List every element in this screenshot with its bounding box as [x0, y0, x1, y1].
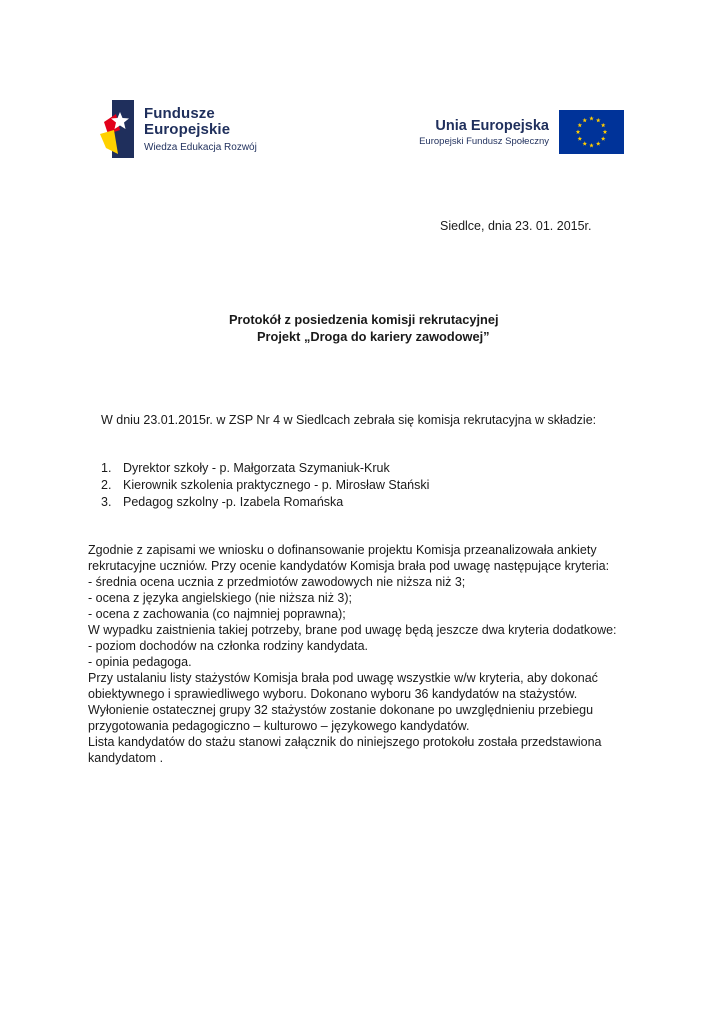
fe-logo-tagline: Wiedza Edukacja Rozwój	[144, 142, 257, 153]
body-line: kandydatom .	[88, 751, 164, 765]
list-item-number: 3.	[101, 495, 112, 509]
list-item-text: Dyrektor szkoły - p. Małgorzata Szymaniuk-Kruk	[123, 461, 390, 475]
list-item-text: Kierownik szkolenia praktycznego - p. Mirosław Stański	[123, 478, 430, 492]
list-item-number: 1.	[101, 461, 112, 475]
list-item	[101, 494, 429, 511]
body-paragraph	[88, 542, 648, 766]
body-line: obiektywnego i sprawiedliwego wyboru. Dokonano wyboru 36 kandydatów na stażystów.	[88, 687, 578, 701]
body-line: - ocena z zachowania (co najmniej poprawna);	[88, 607, 346, 621]
fe-logo-line1: Fundusze	[144, 105, 215, 122]
body-line: rekrutacyjne uczniów. Przy ocenie kandydatów Komisja brała pod uwagę następujące kryteria:	[88, 559, 610, 573]
unia-europejska-text	[404, 118, 549, 148]
fundusze-europejskie-mark-icon	[100, 100, 134, 158]
body-line: - opinia pedagoga.	[88, 655, 192, 669]
list-item	[101, 477, 429, 494]
intro-paragraph: W dniu 23.01.2015r. w ZSP Nr 4 w Siedlcach zebrała się komisja rekrutacyjna w składzie:	[101, 413, 597, 427]
body-line: Lista kandydatów do stażu stanowi załącznik do niniejszego protokołu została przedstawiona	[88, 735, 602, 749]
body-line: przygotowania pedagogiczno – kulturowo – językowego kandydatów.	[88, 719, 470, 733]
body-line: - średnia ocena ucznia z przedmiotów zawodowych nie niższa niż 3;	[88, 575, 466, 589]
body-line: Zgodnie z zapisami we wniosku o dofinansowanie projektu Komisja przeanalizowała ankiety	[88, 543, 597, 557]
list-item-text: Pedagog szkolny -p. Izabela Romańska	[123, 495, 344, 509]
committee-members-list	[101, 460, 429, 511]
eu-flag-icon	[559, 110, 624, 154]
list-item-number: 2.	[101, 478, 112, 492]
list-item	[101, 460, 429, 477]
ue-logo-name: Unia Europejska	[435, 118, 549, 134]
unia-europejska-logo	[404, 108, 626, 156]
ue-logo-fund: Europejski Fundusz Społeczny	[419, 136, 549, 147]
fundusze-europejskie-logo	[100, 100, 270, 160]
fundusze-europejskie-text	[144, 106, 257, 155]
document-title-line2: Projekt „Droga do kariery zawodowej”	[257, 329, 490, 344]
body-line: - poziom dochodów na członka rodziny kandydata.	[88, 639, 369, 653]
document-title-line1: Protokół z posiedzenia komisji rekrutacyjnej	[229, 312, 499, 327]
body-line: Przy ustalaniu listy stażystów Komisja brała pod uwagę wszystkie w/w kryteria, aby dokonać	[88, 671, 598, 685]
place-date: Siedlce, dnia 23. 01. 2015r.	[440, 219, 592, 233]
body-line: Wyłonienie ostatecznej grupy 32 stażystów zostanie dokonane po uwzględnieniu przebiegu	[88, 703, 594, 717]
body-line: - ocena z języka angielskiego (nie niższa niż 3);	[88, 591, 353, 605]
body-line: W wypadku zaistnienia takiej potrzeby, brane pod uwagę będą jeszcze dwa kryteria dodatkowe:	[88, 623, 617, 637]
fe-logo-line2: Europejskie	[144, 121, 231, 138]
